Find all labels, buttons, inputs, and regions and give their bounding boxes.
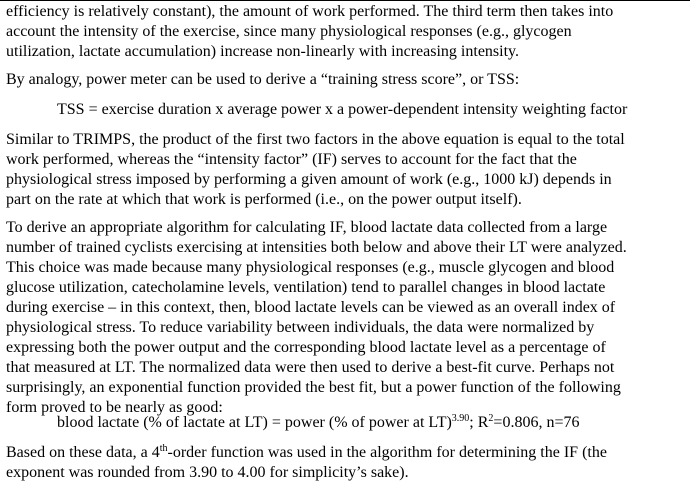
- text-line: To derive an appropriate algorithm for calculating IF, blood lactate data collected from a large: [6, 219, 608, 236]
- text-line: This choice was made because many physiological responses (e.g., muscle glycogen and blood: [6, 259, 615, 276]
- text-line: [6, 443, 688, 463]
- paragraph-intensity-factor: [6, 130, 688, 210]
- equation-text: [57, 413, 687, 433]
- equation-separator: ; R: [469, 414, 489, 431]
- text-line: that measured at LT. The normalized data were then used to derive a best-fit curve. Perhaps not: [6, 359, 615, 376]
- equation-lactate-power: [57, 413, 687, 433]
- text-line: physiological stress imposed by performing a given amount of work (e.g., 1000 kJ) depends in: [6, 171, 612, 188]
- paragraph-lactate-method: [6, 218, 688, 418]
- text-line: By analogy, power meter can be used to derive a “training stress score”, or TSS:: [6, 71, 520, 88]
- text-line: glucose utilization, catecholamine levels, ventilation) tend to parallel changes in blood lactate: [6, 279, 606, 296]
- text-line: Similar to TRIMPS, the product of the first two factors in the above equation is equal to the total: [6, 131, 625, 148]
- text-line: work performed, whereas the “intensity factor” (IF) serves to account for the fact that the: [6, 151, 577, 168]
- equation-tss: [57, 100, 687, 120]
- text-line: form proved to be nearly as good:: [6, 399, 223, 416]
- text-line: part on the rate at which that work is performed (i.e., on the power output itself).: [6, 191, 522, 208]
- conclusion-text-pre: Based on these data, a 4: [6, 444, 160, 461]
- equation-exponent: 3.90: [451, 413, 470, 424]
- ordinal-suffix: th: [159, 443, 168, 454]
- equation-stats: =0.806, n=76: [493, 414, 580, 431]
- r-squared-exponent: 2: [488, 413, 494, 424]
- text-line: efficiency is relatively constant), the amount of work performed. The third term then takes into: [6, 3, 614, 20]
- equation-main: blood lactate (% of lactate at LT) = power (% of power at LT): [57, 414, 452, 431]
- text-line: during exercise – in this context, then, blood lactate levels can be viewed as an overall index of: [6, 299, 616, 316]
- paragraph-conclusion: [6, 443, 688, 483]
- text-line: expressing both the power output and the corresponding blood lactate level as a percentage of: [6, 339, 606, 356]
- equation-text: TSS = exercise duration x average power x a power-dependent intensity weighting factor: [57, 101, 628, 118]
- text-line: utilization, lactate accumulation) increase non-linearly with increasing intensity.: [6, 43, 519, 60]
- paragraph-intensity-note: [6, 2, 688, 62]
- text-line: surprisingly, an exponential function provided the best fit, but a power function of the following: [6, 379, 621, 396]
- text-line: number of trained cyclists exercising at intensities both below and above their LT were analyzed.: [6, 239, 627, 256]
- paragraph-tss-intro: [6, 70, 688, 90]
- conclusion-text-post: -order function was used in the algorithm for determining the IF (the: [167, 444, 607, 461]
- text-line: physiological stress. To reduce variability between individuals, the data were normalized by: [6, 319, 595, 336]
- text-line: account the intensity of the exercise, since many physiological responses (e.g., glycogen: [6, 23, 572, 40]
- text-line: exponent was rounded from 3.90 to 4.00 for simplicity’s sake).: [6, 464, 409, 481]
